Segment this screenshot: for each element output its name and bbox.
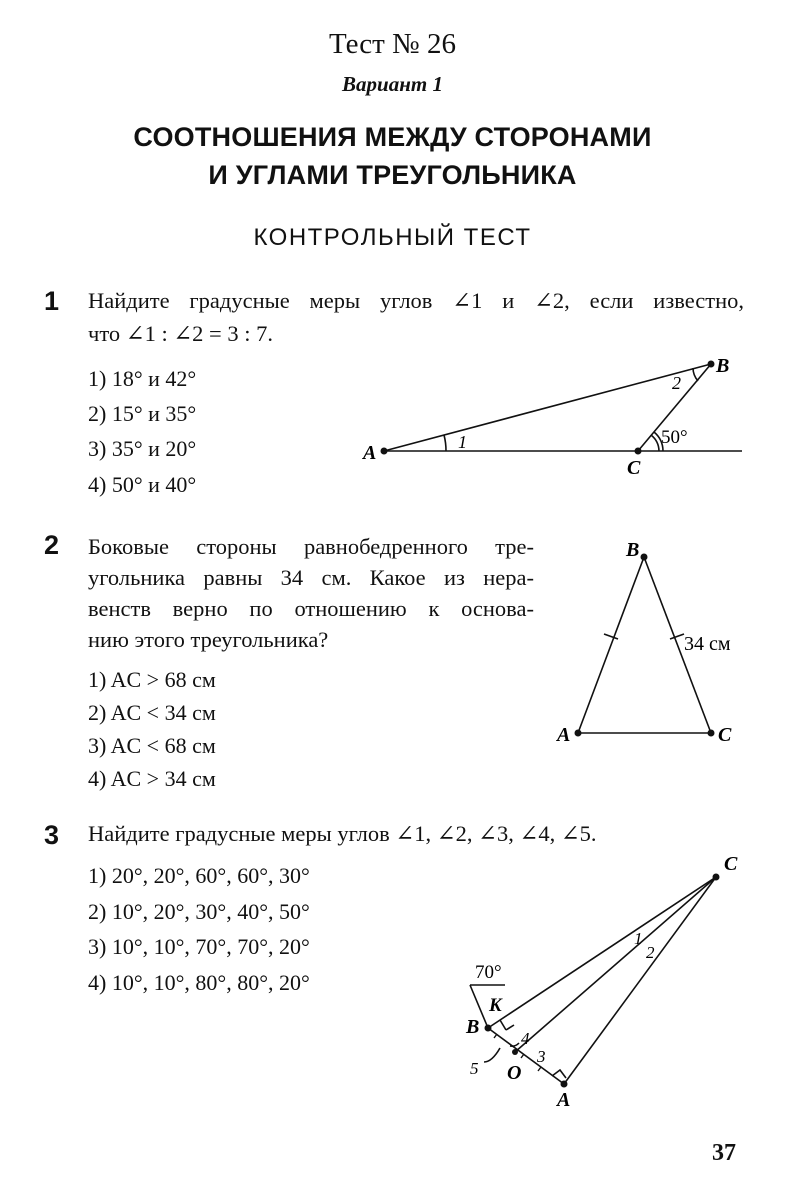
angle-c-label: 50° xyxy=(661,427,688,448)
label-k: K xyxy=(489,995,502,1016)
question-2-option-3: 3) AC < 68 см xyxy=(88,733,216,758)
right-angle-k-1 xyxy=(500,1020,506,1030)
label-a: A xyxy=(363,442,377,464)
question-1-option-4: 4) 50° и 40° xyxy=(88,472,197,497)
angle-2-label: 2 xyxy=(646,943,655,962)
point-a-dot xyxy=(561,1081,568,1088)
question-3-option-2: 2) 10°, 20°, 30°, 40°, 50° xyxy=(88,899,310,924)
label-o: O xyxy=(507,1062,522,1084)
side-cb xyxy=(488,877,716,1028)
label-c: C xyxy=(627,457,641,479)
side-length-label: 34 см xyxy=(684,633,731,655)
angle-2-label: 2 xyxy=(672,373,681,393)
angle-4-label: 4 xyxy=(521,1029,530,1048)
label-c: C xyxy=(724,853,738,875)
test-title: Тест № 26 xyxy=(329,28,456,60)
question-3-option-1: 1) 20°, 20°, 60°, 60°, 30° xyxy=(88,863,310,888)
label-b: B xyxy=(626,539,640,561)
question-2-text-line-1: Боковые стороны равнобедренного тре- xyxy=(88,534,534,559)
question-2-number: 2 xyxy=(44,530,60,560)
angle-b-label: 70° xyxy=(475,962,502,983)
angle-1-label: 1 xyxy=(634,929,643,948)
question-1-option-3: 3) 35° и 20° xyxy=(88,436,197,461)
bisector-co xyxy=(515,877,716,1052)
angle-5-label: 5 xyxy=(470,1059,479,1078)
question-1-text-line-1: Найдите градусные меры углов ∠1 и ∠2, если известно, xyxy=(88,288,744,313)
question-3-option-3: 3) 10°, 10°, 70°, 70°, 20° xyxy=(88,934,310,959)
page-title-line-1: СООТНОШЕНИЯ МЕЖДУ СТОРОНАМИ xyxy=(133,122,652,152)
angle-1-label: 1 xyxy=(458,432,467,452)
question-2-text-line-2: угольника равны 34 см. Какое из нера- xyxy=(88,565,534,590)
point-c-dot xyxy=(713,874,720,881)
question-3-option-4: 4) 10°, 10°, 80°, 80°, 20° xyxy=(88,970,310,995)
label-a: A xyxy=(557,724,571,746)
question-1-number: 1 xyxy=(44,286,60,316)
variant-label: Вариант 1 xyxy=(342,72,443,96)
question-2-text-line-4: нию этого треугольника? xyxy=(88,627,329,652)
label-b: B xyxy=(466,1016,480,1038)
page-subtitle: КОНТРОЛЬНЫЙ ТЕСТ xyxy=(253,224,532,251)
question-2-option-1: 1) AC > 68 см xyxy=(88,667,216,692)
question-2-text-line-3: венств верно по отношению к основа- xyxy=(88,596,534,621)
question-1-text-line-2: что ∠1 : ∠2 = 3 : 7. xyxy=(88,321,273,346)
question-3-number: 3 xyxy=(44,820,60,850)
point-o-dot xyxy=(512,1049,518,1055)
question-2-option-2: 2) AC < 34 см xyxy=(88,700,216,725)
question-1-option-2: 2) 15° и 35° xyxy=(88,401,197,426)
question-1-option-1: 1) 18° и 42° xyxy=(88,366,197,391)
page-number: 37 xyxy=(712,1140,736,1166)
question-2-option-4: 4) AC > 34 см xyxy=(88,766,216,791)
point-b-dot xyxy=(485,1025,492,1032)
question-3-text-line-1: Найдите градусные меры углов ∠1, ∠2, ∠3, ∠4, ∠5. xyxy=(88,821,597,846)
page-title-line-2: И УГЛАМИ ТРЕУГОЛЬНИКА xyxy=(208,160,577,190)
label-a: A xyxy=(557,1089,571,1111)
angle-3-label: 3 xyxy=(537,1047,546,1066)
right-angle-k-2 xyxy=(506,1025,514,1030)
label-c: C xyxy=(718,724,732,746)
label-b: B xyxy=(716,355,730,377)
triangle-abc-figure-3 xyxy=(470,877,716,1084)
side-ca xyxy=(564,877,716,1084)
angle-5-pointer xyxy=(484,1048,500,1062)
